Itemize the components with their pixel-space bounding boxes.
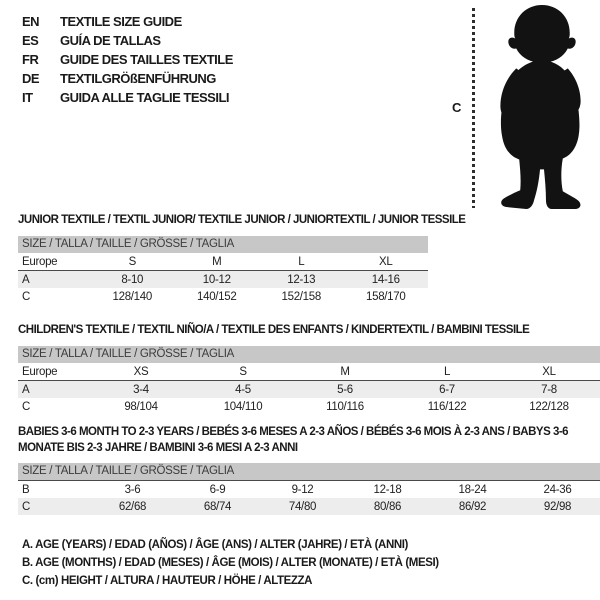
row-label: B (22, 483, 30, 496)
row-label: C (22, 500, 31, 513)
size-cell: 5-6 (337, 383, 353, 396)
size-cell: 74/80 (288, 500, 317, 513)
size-cell: XL (344, 253, 429, 271)
size-cell: 110/116 (326, 400, 364, 413)
junior-size-table (18, 236, 428, 305)
size-grid (18, 481, 600, 515)
language-title: TEXTILE SIZE GUIDE (60, 14, 182, 29)
size-cell: 12-13 (287, 273, 316, 286)
size-cell: 12-18 (373, 483, 402, 496)
size-cell: 9-12 (291, 483, 314, 496)
size-cell: 18-24 (458, 483, 487, 496)
row-label: C (22, 290, 31, 303)
table-row (18, 398, 600, 415)
size-cell: 8-10 (121, 273, 144, 286)
size-cell: 80/86 (373, 500, 402, 513)
size-cell: 92/98 (543, 500, 572, 513)
language-title: TEXTILGRÖßENFÜHRUNG (60, 71, 216, 86)
size-cell: XS (90, 363, 192, 381)
children-table-title: CHILDREN'S TEXTILE / TEXTIL NIÑO/A / TEXTILE DES ENFANTS / KINDERTEXTIL / BAMBINI TESSILE (18, 324, 530, 336)
table-row (18, 271, 428, 289)
language-code: DE (22, 71, 40, 86)
size-cell: 128/140 (112, 290, 152, 303)
language-row-es (22, 31, 233, 50)
language-title: GUIDA ALLE TAGLIE TESSILI (60, 90, 230, 105)
footnote-c: C. (cm) HEIGHT / ALTURA / HAUTEUR / HÖHE / ALTEZZA (22, 575, 313, 587)
baby-silhouette-icon (486, 3, 598, 211)
table-row (18, 381, 600, 399)
size-header-bar: SIZE / TALLA / TAILLE / GRÖSSE / TAGLIA (18, 463, 600, 481)
size-cell: 6-7 (439, 383, 455, 396)
language-code: FR (22, 52, 39, 67)
size-cell: 10-12 (202, 273, 231, 286)
size-cell: 24-36 (543, 483, 572, 496)
row-label: A (22, 273, 30, 286)
size-cell: 3-4 (133, 383, 149, 396)
footnote-legend (22, 536, 439, 590)
row-label: A (22, 383, 30, 396)
height-measure-label: C (452, 100, 462, 115)
size-cell: 14-16 (371, 273, 400, 286)
language-title: GUÍA DE TALLAS (60, 33, 161, 48)
size-grid (18, 363, 600, 415)
row-label: Europe (18, 253, 90, 271)
size-cell: XL (498, 363, 600, 381)
children-size-table (18, 346, 600, 415)
table-row (18, 288, 428, 305)
language-row-en (22, 12, 233, 31)
size-cell: 98/104 (124, 400, 158, 413)
size-cell: S (90, 253, 175, 271)
language-row-fr (22, 50, 233, 69)
footnote-a: A. AGE (YEARS) / EDAD (AÑOS) / ÂGE (ANS) / ALTER (JAHRE) / ETÀ (ANNI) (22, 539, 408, 551)
size-cell: 86/92 (458, 500, 487, 513)
table-row (18, 481, 600, 498)
size-cell: 158/170 (366, 290, 406, 303)
size-cell: L (259, 253, 344, 271)
table-row (18, 498, 600, 515)
size-cell: 140/152 (197, 290, 237, 303)
size-cell: 3-6 (124, 483, 141, 496)
size-cell: 4-5 (235, 383, 251, 396)
language-title: GUIDE DES TAILLES TEXTILE (60, 52, 233, 67)
size-grid (18, 253, 428, 305)
size-header-bar: SIZE / TALLA / TAILLE / GRÖSSE / TAGLIA (18, 346, 600, 363)
size-cell: S (192, 363, 294, 381)
language-title-list (22, 12, 233, 107)
language-code: ES (22, 33, 39, 48)
size-cell: M (175, 253, 260, 271)
table-row (18, 363, 600, 381)
height-measure-dashed-line (472, 8, 475, 208)
size-cell: 68/74 (203, 500, 232, 513)
footnote-b: B. AGE (MONTHS) / EDAD (MESES) / ÂGE (MOIS) / ALTER (MONATE) / ETÀ (MESI) (22, 557, 439, 569)
babies-table-title: BABIES 3-6 MONTH TO 2-3 YEARS / BEBÉS 3-6 MESES A 2-3 AÑOS / BÉBÉS 3-6 MOIS À 2-3 ANS / BABYS 3-6 MONATE BIS 2-3 JAHRE / BAMBINI 3-6 MESI A 2-3 ANNI (18, 426, 569, 454)
size-cell: 116/122 (427, 400, 467, 413)
junior-table-title: JUNIOR TEXTILE / TEXTIL JUNIOR/ TEXTILE JUNIOR / JUNIORTEXTIL / JUNIOR TESSILE (18, 214, 466, 226)
table-row (18, 253, 428, 271)
size-cell: 6-9 (209, 483, 226, 496)
size-cell: 62/68 (118, 500, 147, 513)
babies-size-table (18, 463, 600, 515)
size-cell: M (294, 363, 396, 381)
language-code: EN (22, 14, 40, 29)
row-label: Europe (18, 363, 90, 381)
size-cell: 7-8 (541, 383, 557, 396)
size-cell: 152/158 (281, 290, 321, 303)
size-cell: 122/128 (529, 400, 569, 413)
language-row-de (22, 69, 233, 88)
size-cell: 104/110 (223, 400, 263, 413)
language-row-it (22, 88, 233, 107)
row-label: C (22, 400, 31, 413)
size-cell: L (396, 363, 498, 381)
size-header-bar: SIZE / TALLA / TAILLE / GRÖSSE / TAGLIA (18, 236, 428, 253)
language-code: IT (22, 90, 33, 105)
